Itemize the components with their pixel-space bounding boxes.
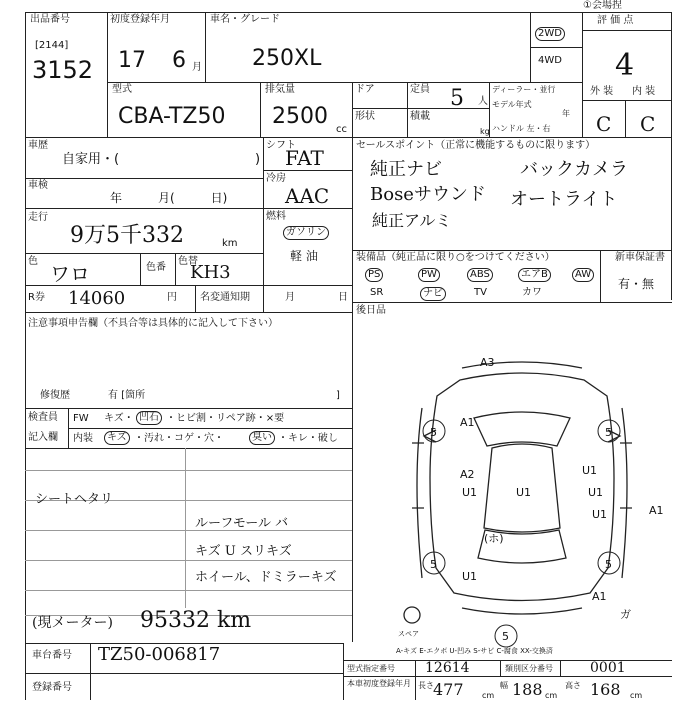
mark-a1-front: A1 — [460, 416, 475, 429]
mark-a1-rear: A1 — [592, 590, 607, 603]
exterior-label: 外 装 — [590, 86, 614, 97]
recycle-value: 14060 — [68, 288, 126, 309]
inspection-value: 年 月( 日) — [110, 191, 228, 205]
inspector-label-2: 記入欄 — [28, 432, 58, 443]
mark-u1-right-top: U1 — [582, 464, 598, 477]
mark-5-rr: 5 — [605, 558, 612, 571]
fuel-gasoline: ガソリン — [283, 226, 329, 240]
equip-airbag: エアB — [518, 268, 551, 282]
mark-ho: (ホ) — [484, 532, 504, 545]
mark-a2: A2 — [460, 468, 475, 481]
interior-label: 内 装 — [632, 86, 656, 97]
handle-label: ハンドル 左・右 — [492, 124, 551, 133]
chassis-value: TZ50-006817 — [98, 644, 221, 665]
sales-point-5: 純正アルミ — [372, 211, 452, 230]
length-value: 477 — [433, 680, 464, 699]
mark-5-fl: 5 — [430, 426, 437, 439]
model-year-label: モデル年式 — [492, 100, 532, 109]
height-label: 高さ — [565, 681, 581, 690]
insp-scratch: キズ・ — [104, 413, 134, 424]
load-label: 積載 — [410, 111, 430, 122]
reg-number-label: 登録番号 — [32, 682, 72, 693]
repair-value: 有 [箇所 — [108, 390, 146, 401]
drive-2wd: 2WD — [535, 27, 565, 41]
shift-value: FAT — [285, 146, 324, 170]
mark-5-rear: 5 — [502, 630, 509, 643]
recycle-label: R券 — [28, 292, 45, 303]
designation-label: 型式指定番号 — [347, 664, 395, 673]
meter-value: 95332 km — [140, 608, 252, 633]
sales-point-1: 純正ナビ — [370, 159, 442, 180]
top-right-note: ①会場捏 — [583, 0, 622, 11]
equip-aw: AW — [572, 268, 594, 282]
capacity-label: 定員 — [410, 84, 430, 95]
mileage-value: 9万5千332 — [70, 223, 184, 248]
equip-tv: TV — [474, 287, 487, 298]
month-unit: 月 — [192, 62, 202, 73]
mark-u1-rear: U1 — [462, 570, 478, 583]
cc-unit: cc — [336, 124, 347, 135]
first-reg-note: 本車初度登録年月 — [347, 679, 411, 688]
eval-label: 評 価 点 — [597, 15, 634, 26]
class-value: 0001 — [590, 660, 626, 676]
mark-a1-side: A1 — [649, 504, 664, 517]
lot-label: 出品番号 — [30, 14, 70, 25]
yen-unit: 円 — [167, 292, 177, 303]
car-damage-diagram — [352, 318, 692, 658]
equip-pw: PW — [418, 268, 440, 282]
length-label: 長さ — [418, 681, 434, 690]
note-scratch: キズ U スリキズ — [195, 544, 292, 559]
equip-ps: PS — [365, 268, 383, 282]
cm-3: cm — [630, 691, 643, 700]
lot-code: [2144] — [35, 40, 69, 51]
notes-label: 注意事項申告欄（不具合等は具体的に記入して下さい） — [28, 318, 278, 329]
first-reg-year: 17 — [118, 48, 146, 73]
mark-a3: A3 — [480, 356, 495, 369]
insp-int-scratch: キズ — [104, 431, 130, 445]
height-value: 168 — [590, 680, 621, 699]
day-label: 日 — [338, 292, 348, 303]
color-change-label: 色替 — [178, 256, 198, 267]
mark-5-fr: 5 — [605, 426, 612, 439]
history-label: 車歴 — [28, 140, 48, 151]
mark-5-rl: 5 — [430, 558, 437, 571]
insp-odor: 臭い — [249, 431, 275, 445]
insp-int-end: ・キレ・破し — [278, 433, 338, 444]
model-name-label: 車名・グレード — [210, 14, 280, 25]
inspector-label-1: 検査員 — [28, 412, 58, 423]
history-value: 自家用・( — [62, 152, 120, 167]
sales-point-2: バックカメラ — [520, 159, 628, 180]
designation-value: 12614 — [425, 660, 470, 676]
interior-grade: C — [640, 112, 656, 136]
year-unit: 年 — [562, 109, 570, 118]
grade: 250XL — [252, 46, 322, 71]
displacement: 2500 — [272, 104, 328, 129]
mileage-label: 走行 — [28, 212, 48, 223]
insp-rest: ・ヒビ割・リペア跡・×要 — [166, 413, 285, 424]
repair-close: ] — [336, 390, 340, 401]
eval-score: 4 — [615, 48, 635, 83]
class-label: 類別区分番号 — [505, 664, 553, 673]
door-label: ドア — [355, 84, 375, 95]
shift-label: シフト — [266, 140, 296, 151]
insp-chip: 凹石 — [136, 411, 162, 425]
meter-label: (現メーター) — [32, 615, 113, 631]
insp-fw: FW — [73, 413, 89, 424]
color-code: KH3 — [190, 262, 231, 283]
cm-1: cm — [482, 691, 495, 700]
equipment-label: 装備品（純正品に限り○をつけてください） — [356, 252, 555, 263]
note-roof: ルーフモール バ — [195, 516, 289, 531]
fuel-label: 燃料 — [266, 211, 286, 222]
equip-leather: カワ — [522, 287, 542, 298]
first-reg-month: 6 — [172, 48, 186, 73]
drive-4wd: 4WD — [538, 55, 562, 66]
person-unit: 人 — [478, 96, 488, 107]
lot-number: 3152 — [32, 56, 94, 84]
color-no-label: 色番 — [146, 262, 166, 273]
inspection-label: 車検 — [28, 180, 48, 191]
width-label: 幅 — [500, 681, 508, 690]
mark-u1-roof: U1 — [516, 486, 532, 499]
dealer-label: ディーラー・並行 — [492, 85, 556, 94]
fuel-diesel: 軽 油 — [290, 249, 318, 263]
note-seat: シートヘタリ — [35, 492, 114, 507]
spare-label: スペア — [398, 630, 419, 638]
aftermarket-label: 後日品 — [356, 305, 386, 316]
model-type: CBA-TZ50 — [118, 104, 226, 129]
insp-interior: 内装 — [73, 433, 93, 444]
model-type-label: 型式 — [112, 84, 132, 95]
mark-u1-left: U1 — [462, 486, 478, 499]
repair-label: 修復歴 — [40, 390, 70, 401]
sales-point-4: オートライト — [510, 189, 618, 210]
sales-point-3: Boseサウンド — [370, 184, 486, 205]
width-value: 188 — [512, 680, 543, 699]
ac-label: 冷房 — [266, 173, 286, 184]
mark-u1-right: U1 — [588, 486, 604, 499]
exterior-grade: C — [596, 112, 612, 136]
color-value: ワロ — [50, 262, 90, 286]
month-label: 月 — [285, 292, 295, 303]
equip-sr: SR — [370, 287, 384, 298]
warranty-label: 新車保証書 — [615, 252, 665, 263]
chassis-label: 車台番号 — [32, 650, 72, 661]
damage-legend: A-キズ E-エクボ U-凹み S-サビ C-腐食 XX-交換済 — [396, 647, 553, 655]
shape-label: 形状 — [355, 111, 375, 122]
first-reg-label: 初度登録年月 — [110, 14, 170, 25]
equip-navi: ナビ — [420, 287, 446, 301]
ac-value: AAC — [285, 184, 330, 208]
warranty-value: 有・無 — [618, 277, 655, 291]
color-label: 色 — [28, 256, 38, 267]
name-change-label: 名変通知期 — [200, 292, 250, 303]
mark-u1-right-mid: U1 — [592, 508, 608, 521]
equip-abs: ABS — [467, 268, 493, 282]
sales-points-label: セールスポイント（正常に機能するものに限ります） — [356, 140, 596, 151]
capacity: 5 — [450, 86, 464, 111]
note-wheel: ホイール、ドミラーキズ — [195, 570, 337, 585]
insp-int-mid: ・汚れ・コゲ・穴・ — [134, 433, 224, 444]
cm-2: cm — [545, 691, 558, 700]
history-close: ) — [255, 152, 261, 167]
km-unit: km — [222, 238, 238, 249]
kg-unit: kg — [480, 127, 490, 136]
displacement-label: 排気量 — [265, 84, 295, 95]
mark-ga: ガ — [620, 608, 631, 621]
